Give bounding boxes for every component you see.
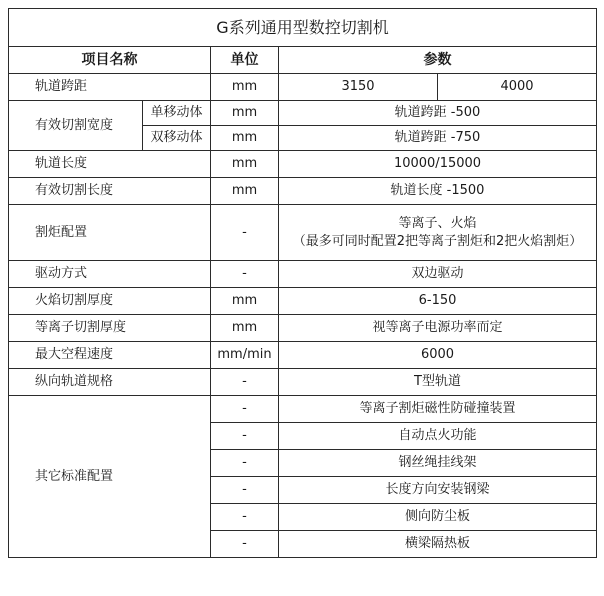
other-value-3: 钢丝绳挂线架 [279,450,597,477]
drive-unit: - [211,261,279,288]
torch-unit: - [211,205,279,261]
track-length-name: 轨道长度 [9,151,211,178]
cut-length-name: 有效切割长度 [9,178,211,205]
torch-value-line-2: （最多可同时配置2把等离子割炬和2把火焰割炬） [292,233,583,249]
speed-name: 最大空程速度 [9,342,211,369]
table-row-plasma [9,315,597,342]
other-value-4: 长度方向安装钢梁 [279,477,597,504]
other-unit-5: - [211,504,279,531]
other-unit-4: - [211,477,279,504]
rail-value: T型轨道 [279,369,597,396]
header-item: 项目名称 [9,47,211,74]
cut-width-single-unit: mm [211,101,279,126]
flame-value: 6-150 [279,288,597,315]
cut-length-value: 轨道长度 -1500 [279,178,597,205]
table-title: G系列通用型数控切割机 [9,9,597,47]
cut-length-unit: mm [211,178,279,205]
spec-sheet [8,8,597,558]
other-value-2: 自动点火功能 [279,423,597,450]
rail-unit: - [211,369,279,396]
table-row-drive [9,261,597,288]
table-row-speed [9,342,597,369]
drive-name: 驱动方式 [9,261,211,288]
header-param: 参数 [279,47,597,74]
table-row-flame [9,288,597,315]
cut-width-name: 有效切割宽度 [9,101,143,151]
header-unit: 单位 [211,47,279,74]
cut-width-single-sub: 单移动体 [143,101,211,126]
plasma-unit: mm [211,315,279,342]
other-name: 其它标准配置 [9,396,211,558]
drive-value: 双边驱动 [279,261,597,288]
torch-value-line-1: 等离子、火焰 [398,215,477,231]
track-span-value-2: 4000 [438,74,597,101]
torch-value [279,205,597,261]
other-value-1: 等离子割炬磁性防碰撞装置 [279,396,597,423]
table-row-cut-width-single [9,101,597,126]
speed-value: 6000 [279,342,597,369]
track-span-unit: mm [211,74,279,101]
other-value-5: 侧向防尘板 [279,504,597,531]
table-row-torch [9,205,597,261]
track-length-value: 10000/15000 [279,151,597,178]
header-row [9,47,597,74]
spec-table [8,8,597,558]
cut-width-double-sub: 双移动体 [143,126,211,151]
cut-width-double-unit: mm [211,126,279,151]
table-row-other-1 [9,396,597,423]
track-length-unit: mm [211,151,279,178]
flame-name: 火焰切割厚度 [9,288,211,315]
plasma-value: 视等离子电源功率而定 [279,315,597,342]
speed-unit: mm/min [211,342,279,369]
other-unit-1: - [211,396,279,423]
table-row-cut-length [9,178,597,205]
track-span-name: 轨道跨距 [9,74,211,101]
other-value-6: 横梁隔热板 [279,531,597,558]
plasma-name: 等离子切割厚度 [9,315,211,342]
title-row [9,9,597,47]
other-unit-3: - [211,450,279,477]
other-unit-2: - [211,423,279,450]
other-unit-6: - [211,531,279,558]
table-row-track-span [9,74,597,101]
track-span-value-1: 3150 [279,74,438,101]
rail-name: 纵向轨道规格 [9,369,211,396]
flame-unit: mm [211,288,279,315]
cut-width-single-value: 轨道跨距 -500 [279,101,597,126]
cut-width-double-value: 轨道跨距 -750 [279,126,597,151]
torch-name: 割炬配置 [9,205,211,261]
table-row-rail [9,369,597,396]
table-row-track-length [9,151,597,178]
